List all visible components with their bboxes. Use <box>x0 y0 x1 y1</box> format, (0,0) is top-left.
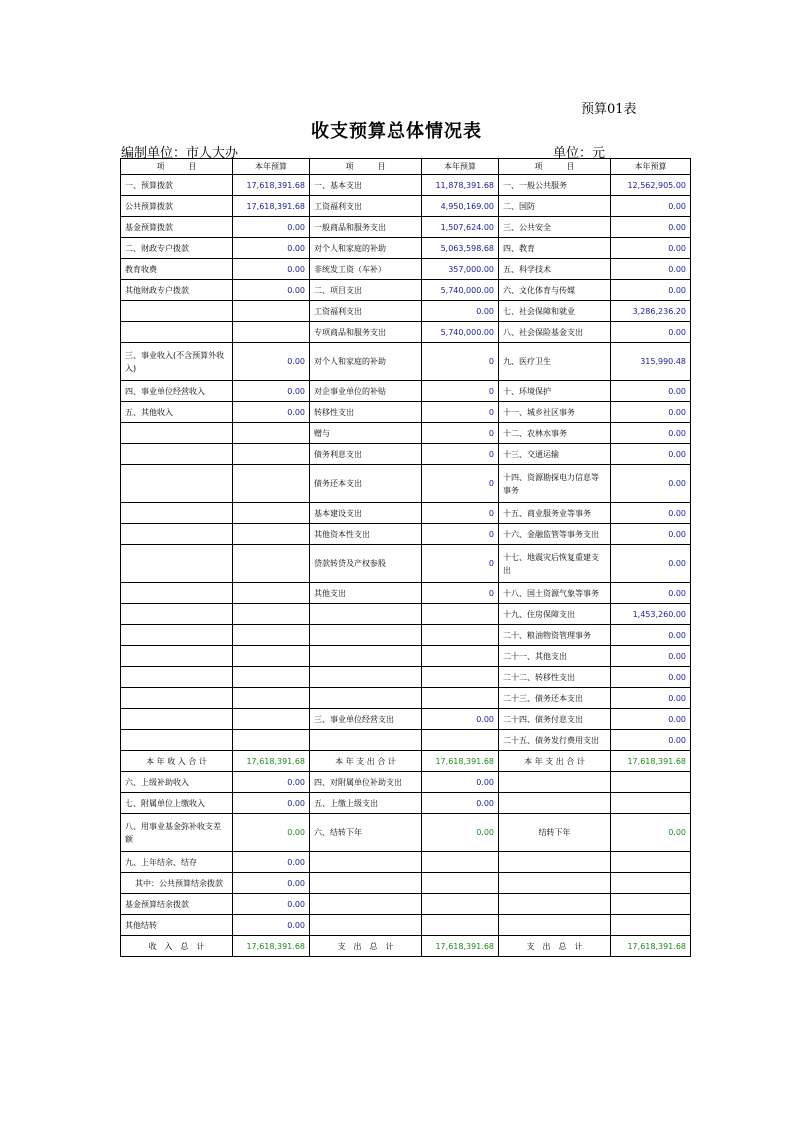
cell-expense-econ-item: 四、对附属单位补助支出 <box>310 772 422 793</box>
table-row <box>121 730 691 751</box>
cell-expense-econ-item <box>310 688 422 709</box>
cell-expense-func-budget: 0.00 <box>611 625 691 646</box>
cell-income-budget <box>233 465 310 503</box>
cell-expense-econ-budget: 0 <box>422 343 499 381</box>
cell-expense-econ-budget: 0.00 <box>422 814 499 852</box>
table-row <box>121 625 691 646</box>
cell-income-budget: 0.00 <box>233 343 310 381</box>
form-number: 预算01表 <box>581 102 637 117</box>
cell-expense-func-budget: 0.00 <box>611 444 691 465</box>
cell-income-item <box>121 322 233 343</box>
cell-expense-func-item: 二十三、债务还本支出 <box>499 688 611 709</box>
cell-expense-econ-budget: 0 <box>422 381 499 402</box>
table-row <box>121 503 691 524</box>
cell-expense-func-item: 九、医疗卫生 <box>499 343 611 381</box>
cell-income-item: 收 入 总 计 <box>121 936 233 957</box>
table-row <box>121 814 691 852</box>
header-income-item: 项 目 <box>121 159 233 175</box>
cell-expense-econ-budget: 17,618,391.68 <box>422 936 499 957</box>
cell-expense-econ-budget <box>422 625 499 646</box>
cell-income-budget <box>233 322 310 343</box>
cell-expense-econ-item: 六、结转下年 <box>310 814 422 852</box>
cell-expense-econ-item <box>310 604 422 625</box>
cell-income-item <box>121 730 233 751</box>
cell-expense-func-budget: 0.00 <box>611 217 691 238</box>
cell-expense-func-item: 十六、金融监管等事务支出 <box>499 524 611 545</box>
cell-income-budget <box>233 667 310 688</box>
cell-expense-econ-budget: 0 <box>422 524 499 545</box>
cell-income-budget: 0.00 <box>233 402 310 423</box>
cell-expense-func-item: 十四、资源勘探电力信息等事务 <box>499 465 611 503</box>
cell-expense-func-item <box>499 915 611 936</box>
cell-expense-econ-budget: 17,618,391.68 <box>422 751 499 772</box>
cell-income-item <box>121 604 233 625</box>
cell-expense-func-item: 二十二、转移性支出 <box>499 667 611 688</box>
table-row <box>121 709 691 730</box>
cell-expense-func-item: 二十、粮油物资管理事务 <box>499 625 611 646</box>
cell-expense-func-budget: 17,618,391.68 <box>611 936 691 957</box>
cell-income-item: 一、预算拨款 <box>121 175 233 196</box>
cell-income-item <box>121 465 233 503</box>
cell-expense-func-budget: 0.00 <box>611 196 691 217</box>
cell-income-item <box>121 524 233 545</box>
cell-expense-econ-budget: 0 <box>422 402 499 423</box>
cell-expense-func-budget <box>611 852 691 873</box>
table-row <box>121 381 691 402</box>
cell-income-budget <box>233 646 310 667</box>
cell-income-budget <box>233 730 310 751</box>
table-row <box>121 524 691 545</box>
table-row <box>121 423 691 444</box>
cell-income-budget: 0.00 <box>233 217 310 238</box>
cell-income-budget: 0.00 <box>233 814 310 852</box>
cell-income-item <box>121 583 233 604</box>
cell-income-budget: 17,618,391.68 <box>233 751 310 772</box>
cell-expense-func-item: 一、一般公共服务 <box>499 175 611 196</box>
cell-expense-func-budget: 0.00 <box>611 280 691 301</box>
cell-expense-func-budget <box>611 894 691 915</box>
cell-expense-func-budget: 0.00 <box>611 545 691 583</box>
cell-expense-econ-item: 转移性支出 <box>310 402 422 423</box>
cell-income-budget: 0.00 <box>233 793 310 814</box>
cell-income-budget <box>233 604 310 625</box>
cell-expense-func-item: 八、社会保险基金支出 <box>499 322 611 343</box>
cell-expense-econ-budget: 0 <box>422 503 499 524</box>
cell-expense-func-item: 结转下年 <box>499 814 611 852</box>
cell-expense-func-item: 四、教育 <box>499 238 611 259</box>
cell-expense-econ-budget: 0.00 <box>422 301 499 322</box>
cell-expense-func-budget: 0.00 <box>611 646 691 667</box>
cell-income-item <box>121 545 233 583</box>
cell-expense-func-budget: 3,286,236.20 <box>611 301 691 322</box>
cell-expense-econ-budget <box>422 915 499 936</box>
cell-expense-func-item: 六、文化体育与传媒 <box>499 280 611 301</box>
cell-income-item: 九、上年结余、结存 <box>121 852 233 873</box>
table-row <box>121 793 691 814</box>
cell-expense-econ-item: 对个人和家庭的补助 <box>310 343 422 381</box>
cell-expense-econ-budget: 0 <box>422 545 499 583</box>
cell-income-budget: 0.00 <box>233 238 310 259</box>
cell-income-item: 八、用事业基金弥补收支差额 <box>121 814 233 852</box>
cell-expense-econ-budget <box>422 646 499 667</box>
cell-expense-econ-budget: 0.00 <box>422 772 499 793</box>
cell-expense-func-budget: 0.00 <box>611 402 691 423</box>
cell-expense-econ-budget <box>422 873 499 894</box>
cell-expense-func-item: 支 出 总 计 <box>499 936 611 957</box>
cell-expense-func-budget <box>611 772 691 793</box>
cell-income-budget <box>233 545 310 583</box>
cell-expense-func-budget: 0.00 <box>611 688 691 709</box>
cell-expense-func-item: 二、国防 <box>499 196 611 217</box>
currency-unit: 单位：元 <box>553 146 606 161</box>
cell-expense-func-budget: 17,618,391.68 <box>611 751 691 772</box>
table-row <box>121 259 691 280</box>
table-row <box>121 894 691 915</box>
cell-expense-func-item: 十一、城乡社区事务 <box>499 402 611 423</box>
table-row <box>121 545 691 583</box>
table-row <box>121 936 691 957</box>
table-row <box>121 604 691 625</box>
table-row <box>121 301 691 322</box>
table-row <box>121 322 691 343</box>
cell-expense-func-item: 十三、交通运输 <box>499 444 611 465</box>
cell-expense-func-item: 十二、农林水事务 <box>499 423 611 444</box>
cell-expense-econ-budget: 357,000.00 <box>422 259 499 280</box>
budget-table-body <box>121 159 691 957</box>
table-row <box>121 402 691 423</box>
cell-income-item: 本 年 收 入 合 计 <box>121 751 233 772</box>
cell-income-budget: 0.00 <box>233 259 310 280</box>
cell-income-item <box>121 709 233 730</box>
cell-expense-func-item <box>499 852 611 873</box>
table-row <box>121 175 691 196</box>
cell-expense-econ-budget <box>422 688 499 709</box>
cell-income-item <box>121 688 233 709</box>
cell-expense-func-item: 三、公共安全 <box>499 217 611 238</box>
cell-expense-econ-item <box>310 667 422 688</box>
cell-expense-econ-item: 对企事业单位的补贴 <box>310 381 422 402</box>
cell-income-item: 基金预算结余拨款 <box>121 894 233 915</box>
cell-expense-econ-item: 其他资本性支出 <box>310 524 422 545</box>
table-row <box>121 343 691 381</box>
cell-income-budget <box>233 524 310 545</box>
cell-expense-func-budget: 315,990.48 <box>611 343 691 381</box>
cell-expense-econ-budget <box>422 730 499 751</box>
cell-expense-econ-item: 专项商品和服务支出 <box>310 322 422 343</box>
cell-income-budget <box>233 423 310 444</box>
cell-expense-econ-budget: 0 <box>422 583 499 604</box>
cell-expense-econ-item: 本 年 支 出 合 计 <box>310 751 422 772</box>
cell-income-item: 三、事业收入(不含预算外收入) <box>121 343 233 381</box>
cell-expense-func-budget <box>611 793 691 814</box>
cell-expense-econ-budget: 0.00 <box>422 793 499 814</box>
cell-income-item: 四、事业单位经营收入 <box>121 381 233 402</box>
cell-expense-func-budget: 0.00 <box>611 709 691 730</box>
table-row <box>121 772 691 793</box>
table-row <box>121 465 691 503</box>
cell-expense-econ-budget: 5,740,000.00 <box>422 322 499 343</box>
cell-expense-econ-item: 非统发工资（车补） <box>310 259 422 280</box>
cell-expense-func-item <box>499 772 611 793</box>
cell-expense-func-budget: 0.00 <box>611 381 691 402</box>
cell-expense-econ-budget: 0.00 <box>422 709 499 730</box>
cell-expense-func-budget: 0.00 <box>611 730 691 751</box>
cell-expense-econ-item: 支 出 总 计 <box>310 936 422 957</box>
budget-table <box>120 158 691 957</box>
cell-expense-func-item <box>499 894 611 915</box>
cell-expense-econ-budget <box>422 894 499 915</box>
cell-expense-econ-budget: 1,507,624.00 <box>422 217 499 238</box>
table-row <box>121 646 691 667</box>
cell-expense-econ-item <box>310 894 422 915</box>
cell-income-item: 公共预算拨款 <box>121 196 233 217</box>
cell-expense-econ-item: 基本建设支出 <box>310 503 422 524</box>
cell-expense-func-budget: 0.00 <box>611 259 691 280</box>
table-row <box>121 238 691 259</box>
compiling-unit: 编制单位：市人大办 <box>121 146 239 161</box>
cell-income-budget: 0.00 <box>233 873 310 894</box>
header-expense-econ-item: 项 目 <box>310 159 422 175</box>
cell-income-budget: 0.00 <box>233 381 310 402</box>
cell-expense-econ-item: 其他支出 <box>310 583 422 604</box>
cell-income-item: 其他财政专户拨款 <box>121 280 233 301</box>
cell-income-budget: 17,618,391.68 <box>233 936 310 957</box>
cell-expense-func-budget: 0.00 <box>611 583 691 604</box>
table-row <box>121 217 691 238</box>
table-row <box>121 688 691 709</box>
cell-expense-econ-budget <box>422 667 499 688</box>
cell-expense-econ-budget: 5,740,000.00 <box>422 280 499 301</box>
cell-income-item <box>121 625 233 646</box>
cell-expense-econ-budget: 0 <box>422 444 499 465</box>
cell-expense-func-budget: 0.00 <box>611 667 691 688</box>
cell-expense-econ-item <box>310 873 422 894</box>
cell-expense-func-budget <box>611 915 691 936</box>
table-row <box>121 852 691 873</box>
cell-expense-func-budget: 0.00 <box>611 238 691 259</box>
cell-expense-func-item: 十七、地震灾后恢复重建支出 <box>499 545 611 583</box>
cell-income-budget <box>233 503 310 524</box>
cell-expense-econ-item: 一、基本支出 <box>310 175 422 196</box>
cell-expense-func-item: 十、环境保护 <box>499 381 611 402</box>
page-title: 收支预算总体情况表 <box>311 121 482 142</box>
cell-expense-econ-budget: 0 <box>422 465 499 503</box>
cell-expense-econ-item: 五、上缴上级支出 <box>310 793 422 814</box>
cell-income-item <box>121 667 233 688</box>
cell-expense-econ-item <box>310 625 422 646</box>
cell-expense-econ-item: 三、事业单位经营支出 <box>310 709 422 730</box>
cell-expense-econ-item <box>310 730 422 751</box>
cell-income-item: 七、附属单位上缴收入 <box>121 793 233 814</box>
cell-income-budget: 17,618,391.68 <box>233 175 310 196</box>
header-income-budget: 本年预算 <box>233 159 310 175</box>
cell-expense-func-item: 本 年 支 出 合 计 <box>499 751 611 772</box>
cell-expense-func-item: 二十五、债务发行费用支出 <box>499 730 611 751</box>
cell-income-item <box>121 646 233 667</box>
table-row <box>121 583 691 604</box>
cell-expense-func-budget: 1,453,260.00 <box>611 604 691 625</box>
cell-expense-econ-item <box>310 915 422 936</box>
cell-expense-func-item: 十五、商业服务业等事务 <box>499 503 611 524</box>
header-expense-func-item: 项 目 <box>499 159 611 175</box>
cell-expense-econ-item <box>310 646 422 667</box>
cell-expense-func-item <box>499 793 611 814</box>
cell-expense-econ-budget: 5,063,598.68 <box>422 238 499 259</box>
table-row <box>121 444 691 465</box>
cell-income-item <box>121 444 233 465</box>
cell-expense-func-budget: 0.00 <box>611 503 691 524</box>
cell-income-budget: 0.00 <box>233 852 310 873</box>
cell-expense-econ-item: 债务利息支出 <box>310 444 422 465</box>
table-row <box>121 196 691 217</box>
cell-expense-func-item: 二十一、其他支出 <box>499 646 611 667</box>
header-expense-func-budget: 本年预算 <box>611 159 691 175</box>
table-row <box>121 751 691 772</box>
cell-expense-econ-item: 工资福利支出 <box>310 301 422 322</box>
cell-income-item <box>121 503 233 524</box>
cell-expense-func-item: 二十四、债务付息支出 <box>499 709 611 730</box>
cell-expense-func-budget: 12,562,905.00 <box>611 175 691 196</box>
header-expense-econ-budget: 本年预算 <box>422 159 499 175</box>
cell-income-item <box>121 301 233 322</box>
cell-income-budget: 17,618,391.68 <box>233 196 310 217</box>
cell-expense-econ-item: 赠与 <box>310 423 422 444</box>
cell-income-budget: 0.00 <box>233 772 310 793</box>
cell-income-budget <box>233 709 310 730</box>
cell-expense-econ-item: 工资福利支出 <box>310 196 422 217</box>
cell-expense-func-budget: 0.00 <box>611 322 691 343</box>
cell-income-item <box>121 423 233 444</box>
cell-expense-econ-item: 一般商品和服务支出 <box>310 217 422 238</box>
cell-expense-econ-budget <box>422 852 499 873</box>
cell-income-budget <box>233 583 310 604</box>
cell-income-budget <box>233 688 310 709</box>
cell-expense-func-item <box>499 873 611 894</box>
cell-income-item: 六、上级补助收入 <box>121 772 233 793</box>
table-row <box>121 280 691 301</box>
cell-expense-func-budget: 0.00 <box>611 465 691 503</box>
cell-expense-func-item: 五、科学技术 <box>499 259 611 280</box>
cell-income-budget <box>233 625 310 646</box>
cell-income-item: 其中：公共预算结余拨款 <box>121 873 233 894</box>
cell-income-item: 教育收费 <box>121 259 233 280</box>
cell-expense-func-budget: 0.00 <box>611 524 691 545</box>
cell-income-budget: 0.00 <box>233 280 310 301</box>
cell-income-budget <box>233 301 310 322</box>
table-row <box>121 873 691 894</box>
table-row <box>121 667 691 688</box>
cell-expense-func-budget <box>611 873 691 894</box>
cell-expense-func-item: 十八、国土资源气象等事务 <box>499 583 611 604</box>
cell-income-budget: 0.00 <box>233 915 310 936</box>
cell-expense-func-item: 十九、住房保障支出 <box>499 604 611 625</box>
cell-income-item: 二、财政专户拨款 <box>121 238 233 259</box>
cell-income-budget <box>233 444 310 465</box>
cell-expense-func-item: 七、社会保障和就业 <box>499 301 611 322</box>
cell-expense-econ-budget: 0 <box>422 423 499 444</box>
cell-expense-econ-item: 债务还本支出 <box>310 465 422 503</box>
cell-income-budget: 0.00 <box>233 894 310 915</box>
cell-expense-econ-item <box>310 852 422 873</box>
cell-expense-func-budget: 0.00 <box>611 423 691 444</box>
table-header-row <box>121 159 691 175</box>
cell-expense-func-budget: 0.00 <box>611 814 691 852</box>
cell-expense-econ-budget <box>422 604 499 625</box>
cell-expense-econ-budget: 4,950,169.00 <box>422 196 499 217</box>
cell-expense-econ-item: 对个人和家庭的补助 <box>310 238 422 259</box>
cell-expense-econ-item: 二、项目支出 <box>310 280 422 301</box>
table-row <box>121 915 691 936</box>
cell-income-item: 五、其他收入 <box>121 402 233 423</box>
cell-income-item: 其他结转 <box>121 915 233 936</box>
cell-expense-econ-budget: 11,878,391.68 <box>422 175 499 196</box>
cell-expense-econ-item: 贷款转贷及产权参股 <box>310 545 422 583</box>
cell-income-item: 基金预算拨款 <box>121 217 233 238</box>
